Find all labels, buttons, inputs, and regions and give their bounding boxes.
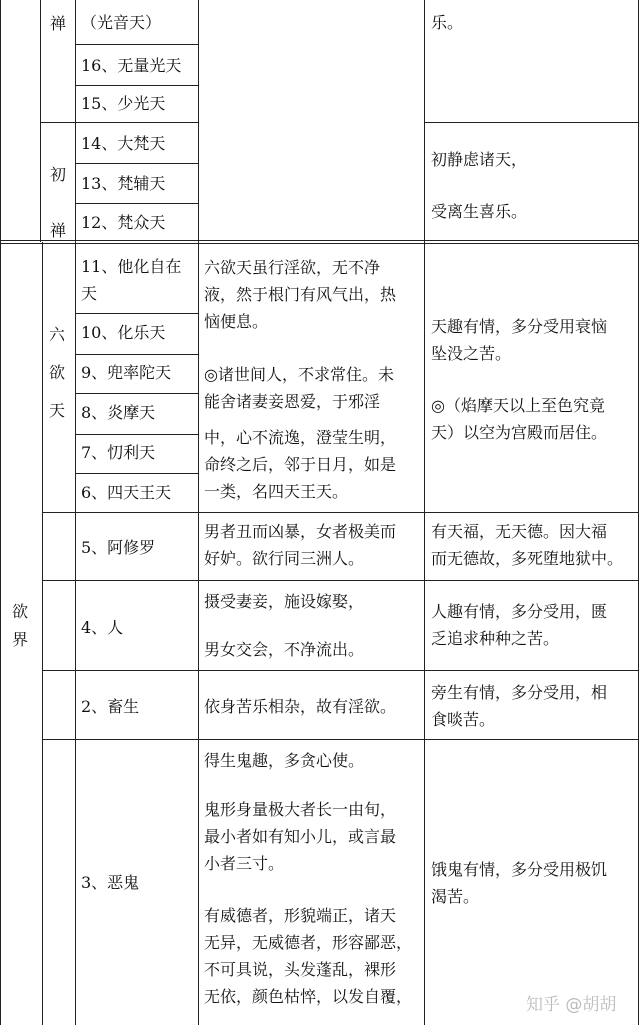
text-line: 能舍诸妻妾恩爱，于邪淫 xyxy=(204,392,381,411)
text-line: 饿鬼有情，多分受用极饥 xyxy=(431,860,608,879)
row-name-3: 3、恶鬼 xyxy=(81,873,140,892)
text-line: 依身苦乐相杂，故有淫欲。 xyxy=(204,697,397,716)
watermark: 知乎 @胡胡 xyxy=(526,995,617,1015)
text-line: 液，然于根门有风气出，热 xyxy=(204,285,397,304)
realm-yu-jie-label: 欲界 xyxy=(12,602,29,649)
text-line: 渴苦。 xyxy=(431,887,480,906)
chu-chan-desc-line-2: 受离生喜乐。 xyxy=(431,202,528,221)
text-line: 中，心不流逸，澄莹生明， xyxy=(204,428,397,447)
text-line: 食啖苦。 xyxy=(431,710,496,729)
text-line: ◎（焰摩天以上至色究竟 xyxy=(431,396,605,415)
row-name-11-line-1: 11、他化自在 xyxy=(81,257,182,276)
text-line: 命终之后，邻于日月，如是 xyxy=(204,455,397,474)
text-line: 有天福，无天德。因大福 xyxy=(431,522,608,541)
row-name-9: 9、兜率陀天 xyxy=(81,363,172,382)
row-name-15: 15、少光天 xyxy=(81,94,166,113)
text-line: 坠没之苦。 xyxy=(431,344,512,363)
text-line: 恼便息。 xyxy=(204,312,269,331)
row-name-10: 10、化乐天 xyxy=(81,323,166,342)
text-line: 六欲天虽行淫欲，无不净 xyxy=(204,258,381,277)
text-line: 鬼形身量极大者长一由旬， xyxy=(204,800,397,819)
group-chu-chan-label: 初禅 xyxy=(50,165,67,240)
text-line: 一类，名四天王天。 xyxy=(204,482,349,501)
text-line: 最小者如有知小儿，或言最 xyxy=(204,827,397,846)
row-name-13: 13、梵辅天 xyxy=(81,174,166,193)
row-name-14: 14、大梵天 xyxy=(81,134,166,153)
row-name-5: 5、阿修罗 xyxy=(81,538,156,557)
chu-chan-desc-line-1: 初静虑诸天， xyxy=(431,150,528,169)
text-line: 不可具说，头发蓬乱，裸形 xyxy=(204,960,397,979)
text-line: 而无德故，多死堕地狱中。 xyxy=(431,549,624,568)
row-desc-guangyin: 乐。 xyxy=(431,13,464,32)
row-name-8: 8、炎摩天 xyxy=(81,403,156,422)
text-line: 小者三寸。 xyxy=(204,854,285,873)
row-name-2: 2、畜生 xyxy=(81,697,140,716)
text-line: 人趣有情，多分受用，匮 xyxy=(431,602,608,621)
row-name-12: 12、梵众天 xyxy=(81,213,166,232)
text-line: 摄受妻妾，施设嫁娶， xyxy=(204,592,365,611)
row-name-11-line-2: 天 xyxy=(81,284,98,303)
text-line: 无依，颜色枯悴，以发自覆， xyxy=(204,987,413,1006)
text-line: 乏追求种种之苦。 xyxy=(431,629,560,648)
group-chan-top-label: 禅 xyxy=(50,14,67,33)
text-line: ◎诸世间人，不求常住。未 xyxy=(204,365,394,384)
text-line: 旁生有情，多分受用，相 xyxy=(431,683,608,702)
row-name-6: 6、四天王天 xyxy=(81,483,172,502)
row-name-16: 16、无量光天 xyxy=(81,56,182,75)
row-name-7: 7、忉利天 xyxy=(81,443,156,462)
row-name-guangyin: （光音天） xyxy=(81,13,162,32)
group-liu-yu-tian-label: 六欲天 xyxy=(49,325,66,420)
text-line: 天趣有情，多分受用衰恼 xyxy=(431,317,608,336)
row-name-4: 4、人 xyxy=(81,618,124,637)
text-line: 男女交会，不净流出。 xyxy=(204,640,365,659)
text-line: 男者丑而凶暴，女者极美而 xyxy=(204,522,397,541)
text-line: 天）以空为宫殿而居住。 xyxy=(431,423,608,442)
text-line: 有威德者，形貌端正，诸天 xyxy=(204,906,397,925)
text-line: 得生鬼趣，多贪心使。 xyxy=(204,751,365,770)
text-line: 无异，无威德者，形容鄙恶， xyxy=(204,933,413,952)
text-line: 好妒。欲行同三洲人。 xyxy=(204,549,365,568)
